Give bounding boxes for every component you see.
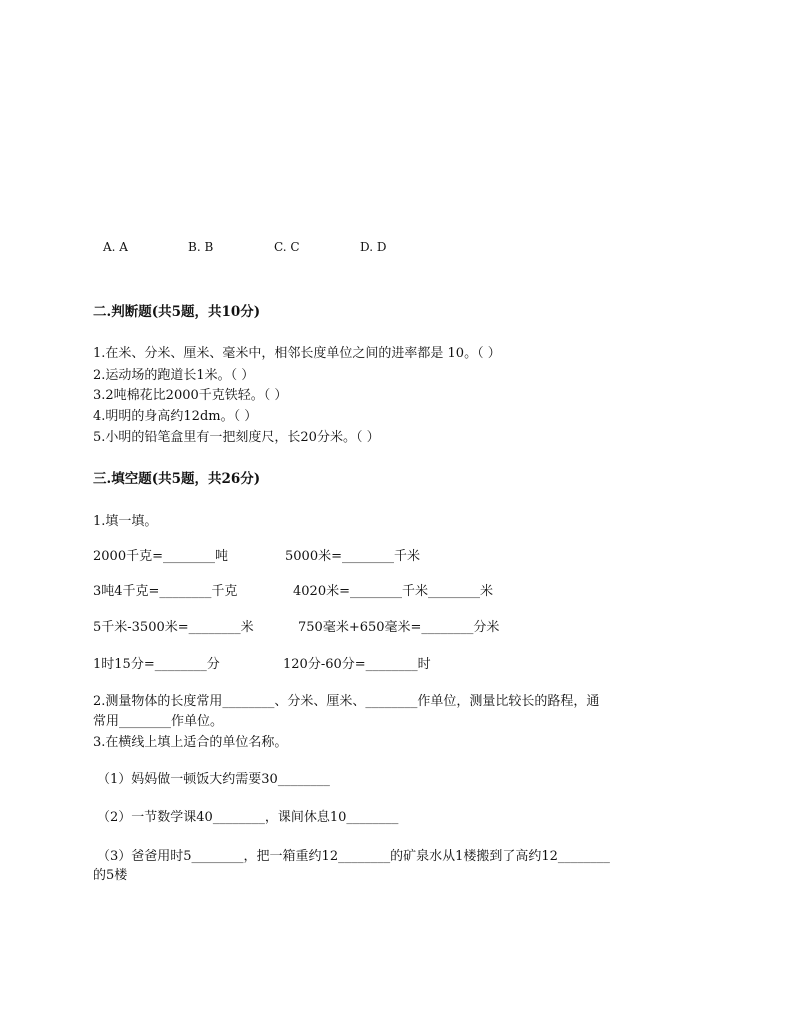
fill-q1-row2-right: 4020米=________千米________米 xyxy=(293,584,493,599)
fill-q1-row2-left: 3吨4千克=________千克 xyxy=(93,584,238,599)
option-b: B. B xyxy=(188,240,214,254)
fill-q1-row4-right: 120分-60分=________时 xyxy=(283,657,431,672)
judge-item-3: 3.2吨棉花比2000千克铁轻。（ ） xyxy=(93,388,288,403)
judge-item-4: 4.明明的身高约12dm。（ ） xyxy=(93,409,258,424)
fill-q1-row4-left: 1时15分=________分 xyxy=(93,657,220,672)
fill-q3-title: 3.在横线上填上适合的单位名称。 xyxy=(93,735,288,750)
fill-q1-row3-right: 750毫米+650毫米=________分米 xyxy=(298,620,500,635)
fill-q2-line2: 常用________作单位。 xyxy=(93,714,224,729)
judge-item-1: 1.在米、分米、厘米、毫米中，相邻长度单位之间的进率都是 10。（ ） xyxy=(93,346,501,361)
fill-q1-title: 1.填一填。 xyxy=(93,514,158,529)
fill-q1-row3-left: 5千米-3500米=________米 xyxy=(93,620,254,635)
fill-q3-item-3-continuation: 的5楼 xyxy=(93,868,128,883)
fill-q3-item-3: （3）爸爸用时5________，把一箱重约12________的矿泉水从1楼搬到了高约12________ xyxy=(97,849,610,864)
fill-q1-row1-right: 5000米=________千米 xyxy=(285,549,420,564)
judge-item-5: 5.小明的铅笔盒里有一把刻度尺，长20分米。（ ） xyxy=(93,430,380,445)
fill-q3-item-2: （2）一节数学课40________，课间休息10________ xyxy=(97,810,399,825)
section-3-heading: 三.填空题(共5题，共26分) xyxy=(93,471,261,487)
judge-item-2: 2.运动场的跑道长1米。（ ） xyxy=(93,368,255,383)
option-a: A. A xyxy=(103,240,128,254)
section-2-heading: 二.判断题(共5题，共10分) xyxy=(93,304,261,320)
fill-q2-line1: 2.测量物体的长度常用________、分米、厘米、________作单位，测量比较长的路程，通 xyxy=(93,694,600,709)
option-d: D. D xyxy=(360,240,387,254)
option-c: C. C xyxy=(274,240,300,254)
fill-q1-row1-left: 2000千克=________吨 xyxy=(93,549,228,564)
fill-q3-item-1: （1）妈妈做一顿饭大约需要30________ xyxy=(97,772,330,787)
